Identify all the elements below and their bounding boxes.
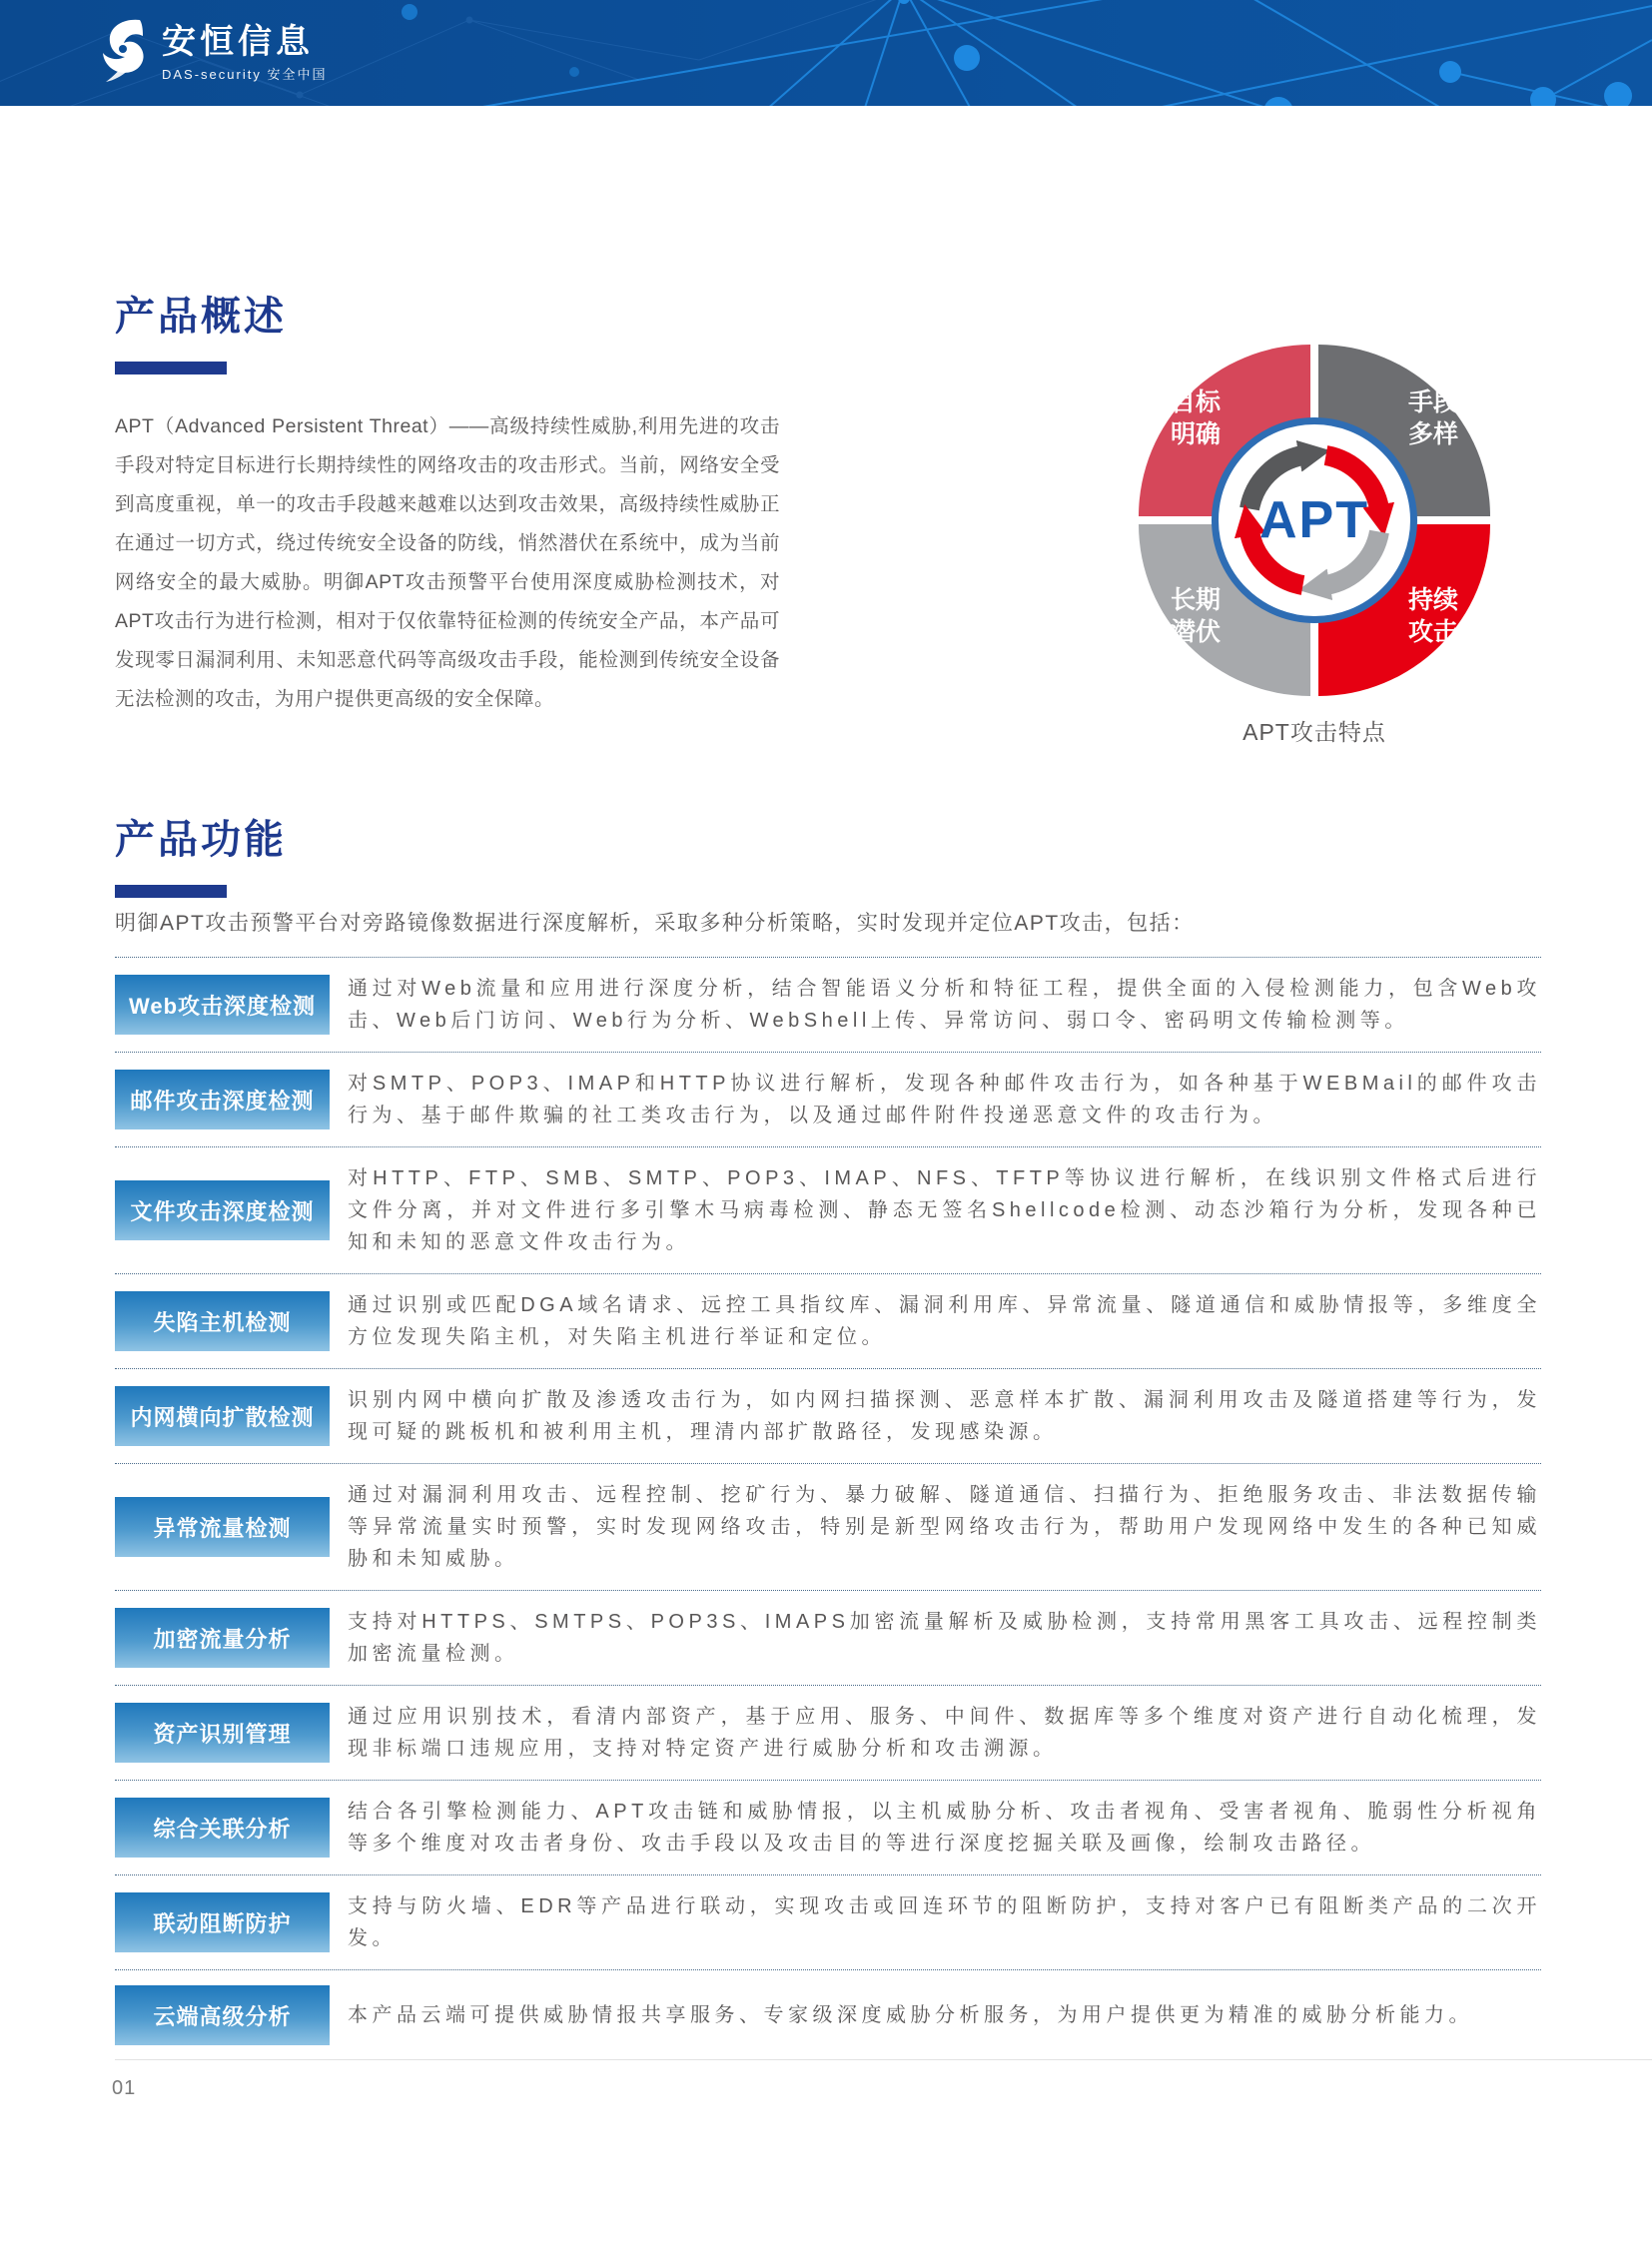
feature-label-badge (115, 1892, 330, 1952)
page-number: 01 (112, 2077, 137, 2099)
feature-label: 资产识别管理 (153, 1721, 292, 1747)
das-security-logo (96, 18, 327, 88)
feature-description: 识别内网中横向扩散及渗透攻击行为，如内网扫描探测、恶意样本扩散、漏洞利用攻击及隧道搭建等行为，发现可疑的跳板机和被利用主机，理清内部扩散路径，发现感染源。 (348, 1389, 1541, 1443)
feature-row (115, 1369, 1541, 1464)
feature-label-badge (115, 1291, 330, 1351)
feature-row (115, 1053, 1541, 1147)
feature-label-badge (115, 1386, 330, 1446)
feature-label: 联动阻断防护 (153, 1910, 292, 1936)
feature-label-badge (115, 1497, 330, 1557)
feature-row (115, 1147, 1541, 1274)
footer-divider (115, 2059, 1652, 2060)
feature-row (115, 958, 1541, 1053)
feature-label-badge (115, 975, 330, 1035)
feature-label-badge (115, 1985, 330, 2045)
feature-label: 异常流量检测 (153, 1515, 292, 1541)
feature-label-badge (115, 1798, 330, 1858)
apt-center-text: APT (1259, 491, 1369, 549)
logo-mark-icon (96, 18, 150, 88)
feature-label: 内网横向扩散检测 (130, 1404, 315, 1430)
quadrant-label: 目标 明确 (1170, 388, 1221, 448)
feature-label: 文件攻击深度检测 (130, 1198, 315, 1224)
feature-description: 通过应用识别技术，看清内部资产，基于应用、服务、中间件、数据库等多个维度对资产进行自动化梳理，发现非标端口违规应用，支持对特定资产进行威胁分析和攻击溯源。 (348, 1706, 1541, 1760)
overview-title-underline-bar (115, 362, 227, 374)
apt-features-diagram (1139, 345, 1490, 696)
feature-description: 通过对漏洞利用攻击、远程控制、挖矿行为、暴力破解、隧道通信、扫描行为、拒绝服务攻击、非法数据传输等异常流量实时预警，实时发现网络攻击，特别是新型网络攻击行为，帮助用户发现网络中发生的各种已知威胁和未知威胁。 (348, 1484, 1541, 1570)
feature-description: 结合各引擎检测能力、APT攻击链和威胁情报，以主机威胁分析、攻击者视角、受害者视角、脆弱性分析视角等多个维度对攻击者身份、攻击手段以及攻击目的等进行深度挖掘关联及画像，绘制攻击路径。 (348, 1801, 1541, 1855)
feature-label: 综合关联分析 (153, 1816, 292, 1842)
feature-label: 失陷主机检测 (153, 1309, 292, 1335)
feature-description: 支持与防火墙、EDR等产品进行联动，实现攻击或回连环节的阻断防护，支持对客户已有阻断类产品的二次开发。 (348, 1895, 1541, 1949)
feature-label: 云端高级分析 (153, 2003, 292, 2029)
quadrant-label: 持续 攻击 (1407, 586, 1458, 646)
diagram-caption: APT攻击特点 (1242, 719, 1386, 745)
feature-row (115, 1591, 1541, 1686)
feature-row (115, 1970, 1541, 2060)
quadrant-label: 手段 多样 (1407, 388, 1458, 448)
feature-description: 通过对Web流量和应用进行深度分析，结合智能语义分析和特征工程，提供全面的入侵检测能力，包含Web攻击、Web后门访问、Web行为分析、WebShell上传、异常访问、弱口令、密码明文传输检测等。 (348, 978, 1541, 1032)
apt-center-circle (1212, 417, 1417, 623)
features-section-title: 产品功能 (115, 818, 287, 862)
features-title-underline-bar (115, 885, 227, 898)
feature-list (115, 957, 1541, 2060)
feature-description: 对SMTP、POP3、IMAP和HTTP协议进行解析，发现各种邮件攻击行为，如各种基于WEBMail的邮件攻击行为、基于邮件欺骗的社工类攻击行为，以及通过邮件附件投递恶意文件的攻击行为。 (348, 1073, 1541, 1126)
brand-name: 安恒信息 (162, 23, 314, 61)
feature-description: 支持对HTTPS、SMTPS、POP3S、IMAPS加密流量解析及威胁检测，支持常用黑客工具攻击、远程控制类加密流量检测。 (348, 1611, 1541, 1665)
feature-row (115, 1781, 1541, 1875)
brand-subtitle: DAS-security 安全中国 (162, 67, 328, 82)
features-intro: 明御APT攻击预警平台对旁路镜像数据进行深度解析，采取多种分析策略，实时发现并定位APT攻击，包括： (115, 912, 1195, 935)
header-banner (0, 0, 1652, 106)
feature-label-badge (115, 1070, 330, 1129)
feature-description: 通过识别或匹配DGA域名请求、远控工具指纹库、漏洞利用库、异常流量、隧道通信和威胁情报等，多维度全方位发现失陷主机，对失陷主机进行举证和定位。 (348, 1294, 1541, 1348)
feature-row (115, 1875, 1541, 1970)
logo-text (162, 23, 327, 83)
feature-description: 本产品云端可提供威胁情报共享服务、专家级深度威胁分析服务，为用户提供更为精准的威胁分析能力。 (348, 2004, 1473, 2026)
feature-row (115, 1464, 1541, 1591)
feature-description: 对HTTP、FTP、SMB、SMTP、POP3、IMAP、NFS、TFTP等协议进行解析，在线识别文件格式后进行文件分离，并对文件进行多引擎木马病毒检测、静态无签名Shellcode检测、动态沙箱行为分析，发现各种已知和未知的恶意文件攻击行为。 (348, 1167, 1541, 1253)
feature-label-badge (115, 1180, 330, 1240)
feature-row (115, 1274, 1541, 1369)
feature-label: Web攻击深度检测 (128, 993, 317, 1019)
feature-label-badge (115, 1608, 330, 1668)
overview-paragraph: APT（Advanced Persistent Threat）——高级持续性威胁,利用先进的攻击手段对特定目标进行长期持续性的网络攻击的攻击形式。当前，网络安全受到高度重视，单一的攻击手段越来越难以达到攻击效果，高级持续性威胁正在通过一切方式，绕过传统安全设备的防线，悄然潜伏在系统中，成为当前网络安全的最大威胁。明御APT攻击预警平台使用深度威胁检测技术，对APT攻击行为进行检测，相对于仅依靠特征检测的传统安全产品，本产品可发现零日漏洞利用、未知恶意代码等高级攻击手段，能检测到传统安全设备无法检测的攻击，为用户提供更高级的安全保障。 (115, 415, 780, 710)
feature-label: 加密流量分析 (153, 1626, 292, 1652)
feature-label: 邮件攻击深度检测 (130, 1088, 315, 1114)
overview-section-title: 产品概述 (115, 295, 287, 339)
feature-label-badge (115, 1703, 330, 1763)
quadrant-label: 长期 潜伏 (1170, 586, 1221, 646)
feature-row (115, 1686, 1541, 1781)
